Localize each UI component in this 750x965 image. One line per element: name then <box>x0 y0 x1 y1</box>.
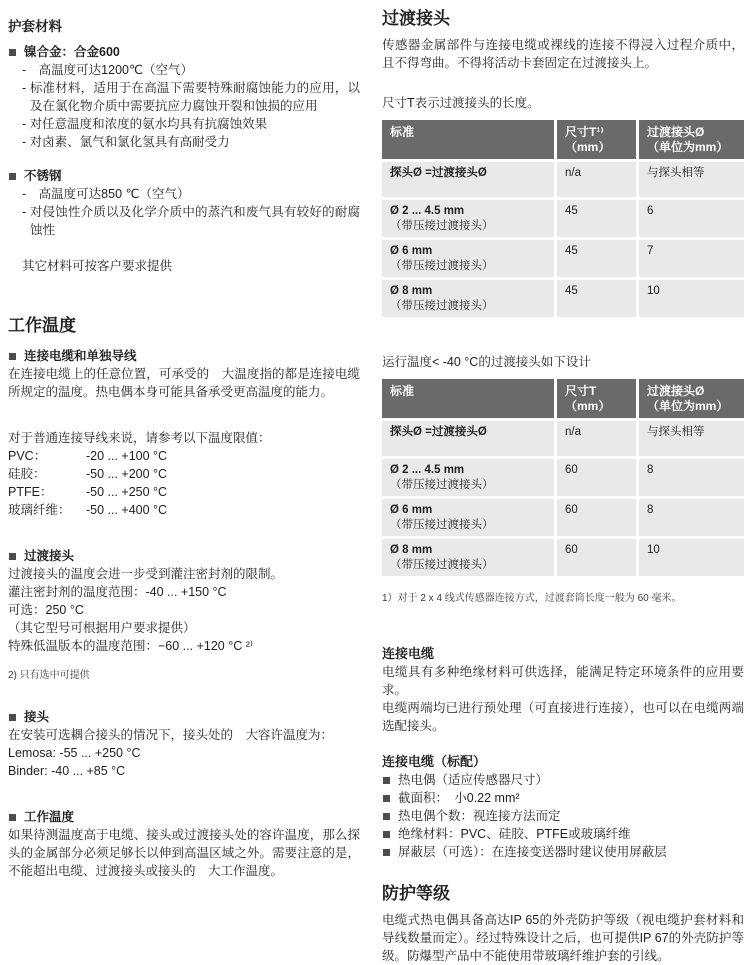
low-temperature-note: 运行温度< -40 °C的过渡接头如下设计 <box>382 355 591 369</box>
table-cell-t: 45 <box>557 240 636 277</box>
list-item-connector <box>8 708 360 726</box>
table-header-standard: 标准 <box>382 379 554 418</box>
right-column <box>382 0 744 965</box>
transition-joint-label: 过渡接头 <box>24 549 75 563</box>
section-title-working-temperature: 工作温度 <box>8 316 76 335</box>
bullet-square-icon <box>383 777 390 784</box>
table-cell-diameter: 10 <box>639 280 744 317</box>
bullet-square-icon <box>383 813 390 820</box>
transition-line: 灌注密封剂的温度范围：-40 ... +150 °C <box>8 585 227 599</box>
list-item-stainless-steel <box>8 167 360 185</box>
list-item-operating-temperature <box>8 808 360 826</box>
limit-value: -50 ... +400 °C <box>86 503 168 517</box>
transition-joint-paragraph: 传感器金属部件与连接电缆或裸线的连接不得浸入过程介质中，且不得弯曲。不得将活动卡套固定在过渡接头上。 <box>382 38 744 70</box>
section-title-transition-joint: 过渡接头 <box>382 9 450 28</box>
table-header-joint-diameter: 过渡接头Ø （单位为mm） <box>639 120 744 159</box>
footnote-2: 2) 只有选中可提供 <box>8 670 90 681</box>
table-cell-standard: Ø 2 ... 4.5 mm （带压接过渡接头） <box>382 459 554 496</box>
transition-line: 可选：250 °C <box>8 603 84 617</box>
protection-class-paragraph: 电缆式热电偶具备高达IP 65的外壳防护等级（视电缆护套材料和导线数量而定）。经过特殊设计之后，也可提供IP 67的外壳防护等级。防爆型产品中不能使用带玻璃纤维护套的引线。 <box>382 913 744 963</box>
list-item: - 对任意温度和浓度的氨水均具有抗腐蚀效果 <box>22 117 268 131</box>
bullet-square-icon <box>383 849 390 856</box>
transition-line: （其它型号可根据用户要求提供） <box>8 621 196 635</box>
table-cell-standard: Ø 6 mm （带压接过渡接头） <box>382 499 554 536</box>
list-item: 截面积： 小0.22 mm² <box>382 789 744 807</box>
limit-label: PVC： <box>8 449 47 463</box>
table-cell-standard: 探头Ø =过渡接头Ø <box>382 162 554 197</box>
section-title-connection-cable: 连接电缆 <box>382 646 435 661</box>
limit-row <box>8 465 360 483</box>
table-cell-diameter: 与探头相等 <box>639 421 744 456</box>
table-cell-t: 60 <box>557 539 636 576</box>
temperature-limits-intro: 对于普通连接导线来说，请参考以下温度限值： <box>8 431 271 445</box>
operating-temperature-label: 工作温度 <box>24 810 75 824</box>
dimension-t-note: 尺寸T表示过渡接头的长度。 <box>382 96 540 110</box>
footnote-1: 1）对于 2 x 4 线式传感器连接方式，过渡套筒长度一般为 60 毫米。 <box>382 593 682 604</box>
limit-label: PTFE： <box>8 485 53 499</box>
connector-line: Lemosa: -55 ... +250 °C <box>8 746 141 760</box>
stainless-steel-sublist <box>8 185 360 239</box>
list-item: - 标准材料，适用于在高温下需要特殊耐腐蚀能力的应用，以及在氯化物介质中需要抗应力腐蚀开裂和蚀损的应用 <box>22 81 360 113</box>
cable-paragraph-1: 电缆具有多种绝缘材料可供选择，能满足特定环境条件的应用要求。 <box>382 665 744 697</box>
limit-row <box>8 501 360 519</box>
section-title-cable-standard: 连接电缆（标配） <box>382 754 487 769</box>
bullet-square-icon <box>9 814 16 821</box>
section-title-sheath-material: 护套材料 <box>8 19 62 34</box>
connector-line: 在安装可选耦合接头的情况下，接头处的 大容许温度为： <box>8 728 334 742</box>
bullet-square-icon <box>9 173 16 180</box>
table-cell-diameter: 10 <box>639 539 744 576</box>
transition-line: 特殊低温版本的温度范围：−60 ... +120 °C ²⁾ <box>8 639 253 653</box>
transition-joint-table-2 <box>382 379 744 576</box>
transition-line: 过渡接头的温度会进一步受到灌注密封剂的限制。 <box>8 567 284 581</box>
left-column <box>8 0 360 880</box>
table-cell-t: n/a <box>557 162 636 197</box>
table-cell-diameter: 8 <box>639 499 744 536</box>
limit-row <box>8 483 360 501</box>
bullet-square-icon <box>383 831 390 838</box>
section-title-protection-class: 防护等级 <box>382 884 450 903</box>
bullet-square-icon <box>9 49 16 56</box>
limit-value: -50 ... +200 °C <box>86 467 168 481</box>
bullet-square-icon <box>9 714 16 721</box>
table-cell-standard: 探头Ø =过渡接头Ø <box>382 421 554 456</box>
table-cell-diameter: 6 <box>639 200 744 237</box>
table-cell-diameter: 7 <box>639 240 744 277</box>
stainless-steel-label: 不锈钢 <box>24 169 62 183</box>
limit-value: -20 ... +100 °C <box>86 449 168 463</box>
list-item-nickel-alloy <box>8 43 360 61</box>
bullet-square-icon <box>383 795 390 802</box>
bullet-square-icon <box>9 553 16 560</box>
list-item-cable-and-wire <box>8 347 360 365</box>
table-cell-standard: Ø 8 mm （带压接过渡接头） <box>382 280 554 317</box>
bullet-square-icon <box>9 353 16 360</box>
operating-temperature-paragraph: 如果待测温度高于电缆、接头或过渡接头处的容许温度，那么探头的金属部分必须足够长以伸到高温区域之外。需要注意的是，不能超出电缆、过渡接头或接头的 大工作温度。 <box>8 828 360 878</box>
table-cell-t: 45 <box>557 280 636 317</box>
list-item: - 高温度可达1200℃（空气） <box>22 63 194 77</box>
transition-joint-table-1 <box>382 120 744 317</box>
temperature-limits-list <box>8 447 360 519</box>
nickel-alloy-sublist <box>8 61 360 151</box>
limit-row <box>8 447 360 465</box>
table-cell-diameter: 与探头相等 <box>639 162 744 197</box>
list-item: - 对卤素、氯气和氯化氢具有高耐受力 <box>22 135 230 149</box>
list-item-transition-joint <box>8 547 360 565</box>
table-cell-standard: Ø 2 ... 4.5 mm （带压接过渡接头） <box>382 200 554 237</box>
list-item: 热电偶（适应传感器尺寸） <box>382 771 744 789</box>
list-item: - 高温度可达850 ℃（空气） <box>22 187 190 201</box>
table-cell-t: 60 <box>557 459 636 496</box>
table-cell-standard: Ø 8 mm （带压接过渡接头） <box>382 539 554 576</box>
cable-paragraph-2: 电缆两端均已进行预处理（可直接进行连接），也可以在电缆两端选配接头。 <box>382 701 744 733</box>
limit-label: 硅胶： <box>8 467 46 481</box>
cable-and-wire-label: 连接电缆和单独导线 <box>24 349 137 363</box>
table-cell-t: 60 <box>557 499 636 536</box>
other-materials-note: 其它材料可按客户要求提供 <box>22 259 173 273</box>
table-cell-standard: Ø 6 mm （带压接过渡接头） <box>382 240 554 277</box>
table-header-standard: 标准 <box>382 120 554 159</box>
list-item: - 对侵蚀性介质以及化学介质中的蒸汽和废气具有较好的耐腐蚀性 <box>22 205 360 237</box>
table-header-dimension-t: 尺寸T （mm） <box>557 379 636 418</box>
list-item: 绝缘材料：PVC、硅胶、PTFE或玻璃纤维 <box>382 825 744 843</box>
table-cell-t: 45 <box>557 200 636 237</box>
table-header-dimension-t: 尺寸T¹⁾ （mm） <box>557 120 636 159</box>
limit-value: -50 ... +250 °C <box>86 485 168 499</box>
list-item: 热电偶个数：视连接方法而定 <box>382 807 744 825</box>
cable-temperature-paragraph: 在连接电缆上的任意位置，可承受的 大温度指的都是连接电缆所规定的温度。热电偶本身可能具备承受更高温度的能力。 <box>8 367 360 399</box>
nickel-alloy-label: 镍合金：合金600 <box>24 45 120 59</box>
cable-standard-list <box>382 771 744 861</box>
table-cell-t: n/a <box>557 421 636 456</box>
table-header-joint-diameter: 过渡接头Ø （单位为mm） <box>639 379 744 418</box>
list-item: 屏蔽层（可选）：在连接变送器时建议使用屏蔽层 <box>382 843 744 861</box>
connector-label: 接头 <box>24 710 50 724</box>
limit-label: 玻璃纤维： <box>8 503 71 517</box>
connector-line: Binder: -40 ... +85 °C <box>8 764 126 778</box>
table-cell-diameter: 8 <box>639 459 744 496</box>
